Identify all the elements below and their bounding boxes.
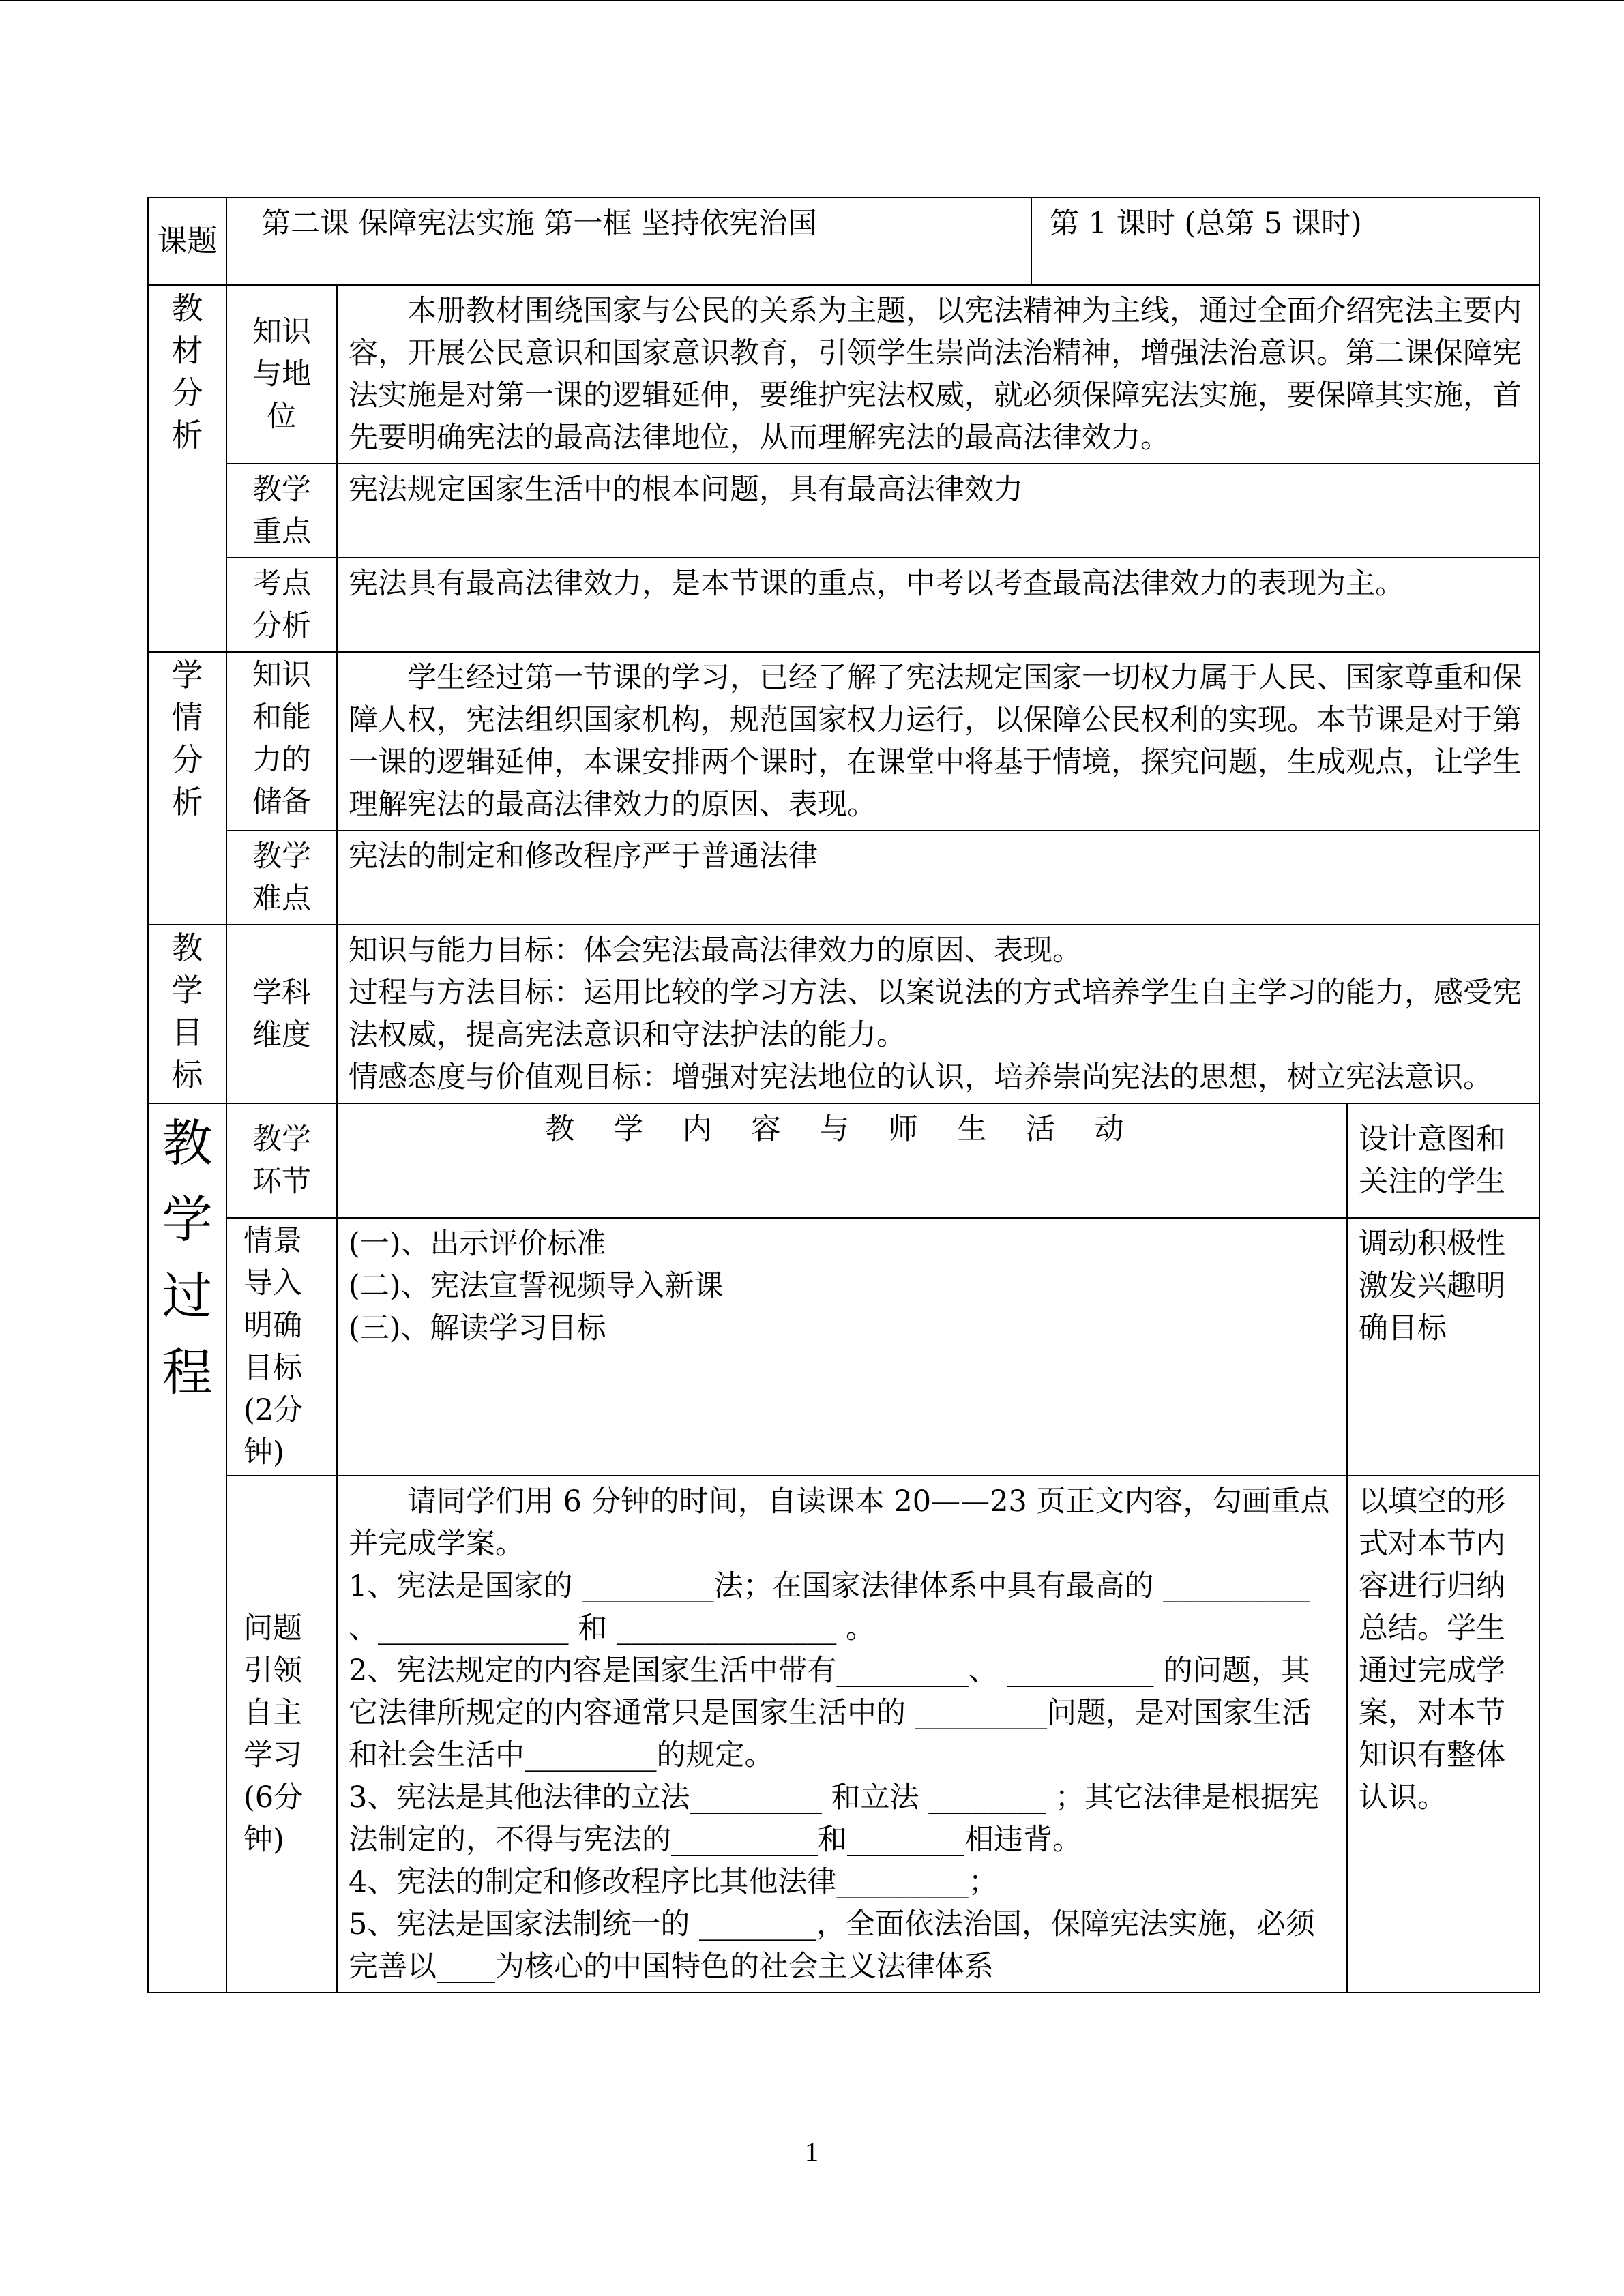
textbook-row-3 xyxy=(148,558,1539,652)
process-header-row xyxy=(148,1103,1539,1218)
textbook-analysis-category: 教材分析 xyxy=(148,285,226,652)
knowledge-position-label: 知识与地位 xyxy=(226,285,337,464)
stage-row-2 xyxy=(148,1476,1539,1993)
textbook-row-1 xyxy=(148,285,1539,464)
student-analysis-category: 学情分析 xyxy=(148,652,226,925)
stage-2-question-3: 3、宪法是其他法律的立法_________ 和立法 ________ ；其它法律是根据宪法制定的，不得与宪法的__________和________相违背。 xyxy=(349,1780,1319,1857)
student-row-1 xyxy=(148,652,1539,831)
exam-analysis-content: 宪法具有最高法律效力，是本节课的重点，中考以考查最高法律效力的表现为主。 xyxy=(337,558,1539,652)
stage-1-line-1: (一)、出示评价标准 xyxy=(349,1227,606,1261)
stage-2-design: 以填空的形式对本节内容进行归纳总结。学生通过完成学案，对本节知识有整体认识。 xyxy=(1347,1476,1539,1993)
design-column-header: 设计意图和关注的学生 xyxy=(1347,1103,1539,1218)
content-column-header: 教 学 内 容 与 师 生 活 动 xyxy=(337,1103,1347,1218)
lesson-title: 第二课 保障宪法实施 第一框 坚持依宪治国 xyxy=(226,198,1031,285)
textbook-row-2 xyxy=(148,464,1539,558)
stage-1-label: 情景导入明确目标(2分钟) xyxy=(226,1218,337,1476)
lesson-plan-table xyxy=(147,197,1540,1993)
objective-line-2: 过程与方法目标：运用比较的学习方法、以案说法的方式培养学生自主学习的能力，感受宪法权威，提高宪法意识和守法护法的能力。 xyxy=(349,976,1522,1052)
stage-2-question-5: 5、宪法是国家法制统一的 ________，全面依法治国，保障宪法实施，必须完善以____为核心的中国特色的社会主义法律体系 xyxy=(349,1907,1316,1984)
exam-analysis-label: 考点分析 xyxy=(226,558,337,652)
teaching-difficulty-label: 教学难点 xyxy=(226,831,337,925)
topic-label: 课题 xyxy=(148,198,226,285)
stage-1-design: 调动积极性激发兴趣明确目标 xyxy=(1347,1218,1539,1476)
stage-column-header: 教学环节 xyxy=(226,1103,337,1218)
stage-2-content xyxy=(337,1476,1347,1993)
objectives-category: 教学目标 xyxy=(148,925,226,1103)
subject-dimension-label: 学科维度 xyxy=(226,925,337,1103)
teaching-difficulty-content: 宪法的制定和修改程序严于普通法律 xyxy=(337,831,1539,925)
objective-line-1: 知识与能力目标：体会宪法最高法律效力的原因、表现。 xyxy=(349,934,1082,968)
objectives-content xyxy=(337,925,1539,1103)
stage-1-line-2: (二)、宪法宣誓视频导入新课 xyxy=(349,1269,724,1303)
process-category: 教学过程 xyxy=(148,1103,226,1993)
stage-1-line-3: (三)、解读学习目标 xyxy=(349,1311,606,1345)
student-row-2 xyxy=(148,831,1539,925)
lesson-period: 第 1 课时 (总第 5 课时) xyxy=(1031,198,1539,285)
knowledge-ability-label: 知识和能力的储备 xyxy=(226,652,337,831)
objective-line-3: 情感态度与价值观目标：增强对宪法地位的认识，培养崇尚宪法的思想，树立宪法意识。 xyxy=(349,1060,1492,1094)
header-row xyxy=(148,198,1539,285)
teaching-focus-content: 宪法规定国家生活中的根本问题，具有最高法律效力 xyxy=(337,464,1539,558)
stage-row-1 xyxy=(148,1218,1539,1476)
stage-2-label: 问题引领自主学习(6分钟) xyxy=(226,1476,337,1993)
stage-2-question-2: 2、宪法规定的内容是国家生活中带有_________、 __________ 的问题，其它法律所规定的内容通常只是国家生活中的 _________问题，是对国家生活和社会生活中_________的规定。 xyxy=(349,1654,1312,1772)
page-number: 1 xyxy=(805,2136,818,2167)
knowledge-position-content: 本册教材围绕国家与公民的关系为主题，以宪法精神为主线，通过全面介绍宪法主要内容，开展公民意识和国家意识教育，引领学生崇尚法治精神，增强法治意识。第二课保障宪法实施是对第一课的逻辑延伸，要维护宪法权威，就必须保障宪法实施，要保障其实施，首先要明确宪法的最高法律地位，从而理解宪法的最高法律效力。 xyxy=(337,285,1539,464)
stage-2-intro: 请同学们用 6 分钟的时间，自读课本 20——23 页正文内容，勾画重点并完成学案。 xyxy=(349,1485,1330,1561)
stage-2-question-4: 4、宪法的制定和修改程序比其他法律_________； xyxy=(349,1865,998,1899)
stage-1-content xyxy=(337,1218,1347,1476)
teaching-focus-label: 教学重点 xyxy=(226,464,337,558)
stage-2-question-1: 1、宪法是国家的 _________法；在国家法律体系中具有最高的 __________ 、_____________ 和 _______________ 。 xyxy=(349,1569,1310,1645)
knowledge-ability-content: 学生经过第一节课的学习，已经了解了宪法规定国家一切权力属于人民、国家尊重和保障人权，宪法组织国家机构，规范国家权力运行，以保障公民权利的实现。本节课是对于第一课的逻辑延伸，本课安排两个课时，在课堂中将基于情境，探究问题，生成观点，让学生理解宪法的最高法律效力的原因、表现。 xyxy=(337,652,1539,831)
top-border-line xyxy=(0,0,1624,1)
objectives-row xyxy=(148,925,1539,1103)
